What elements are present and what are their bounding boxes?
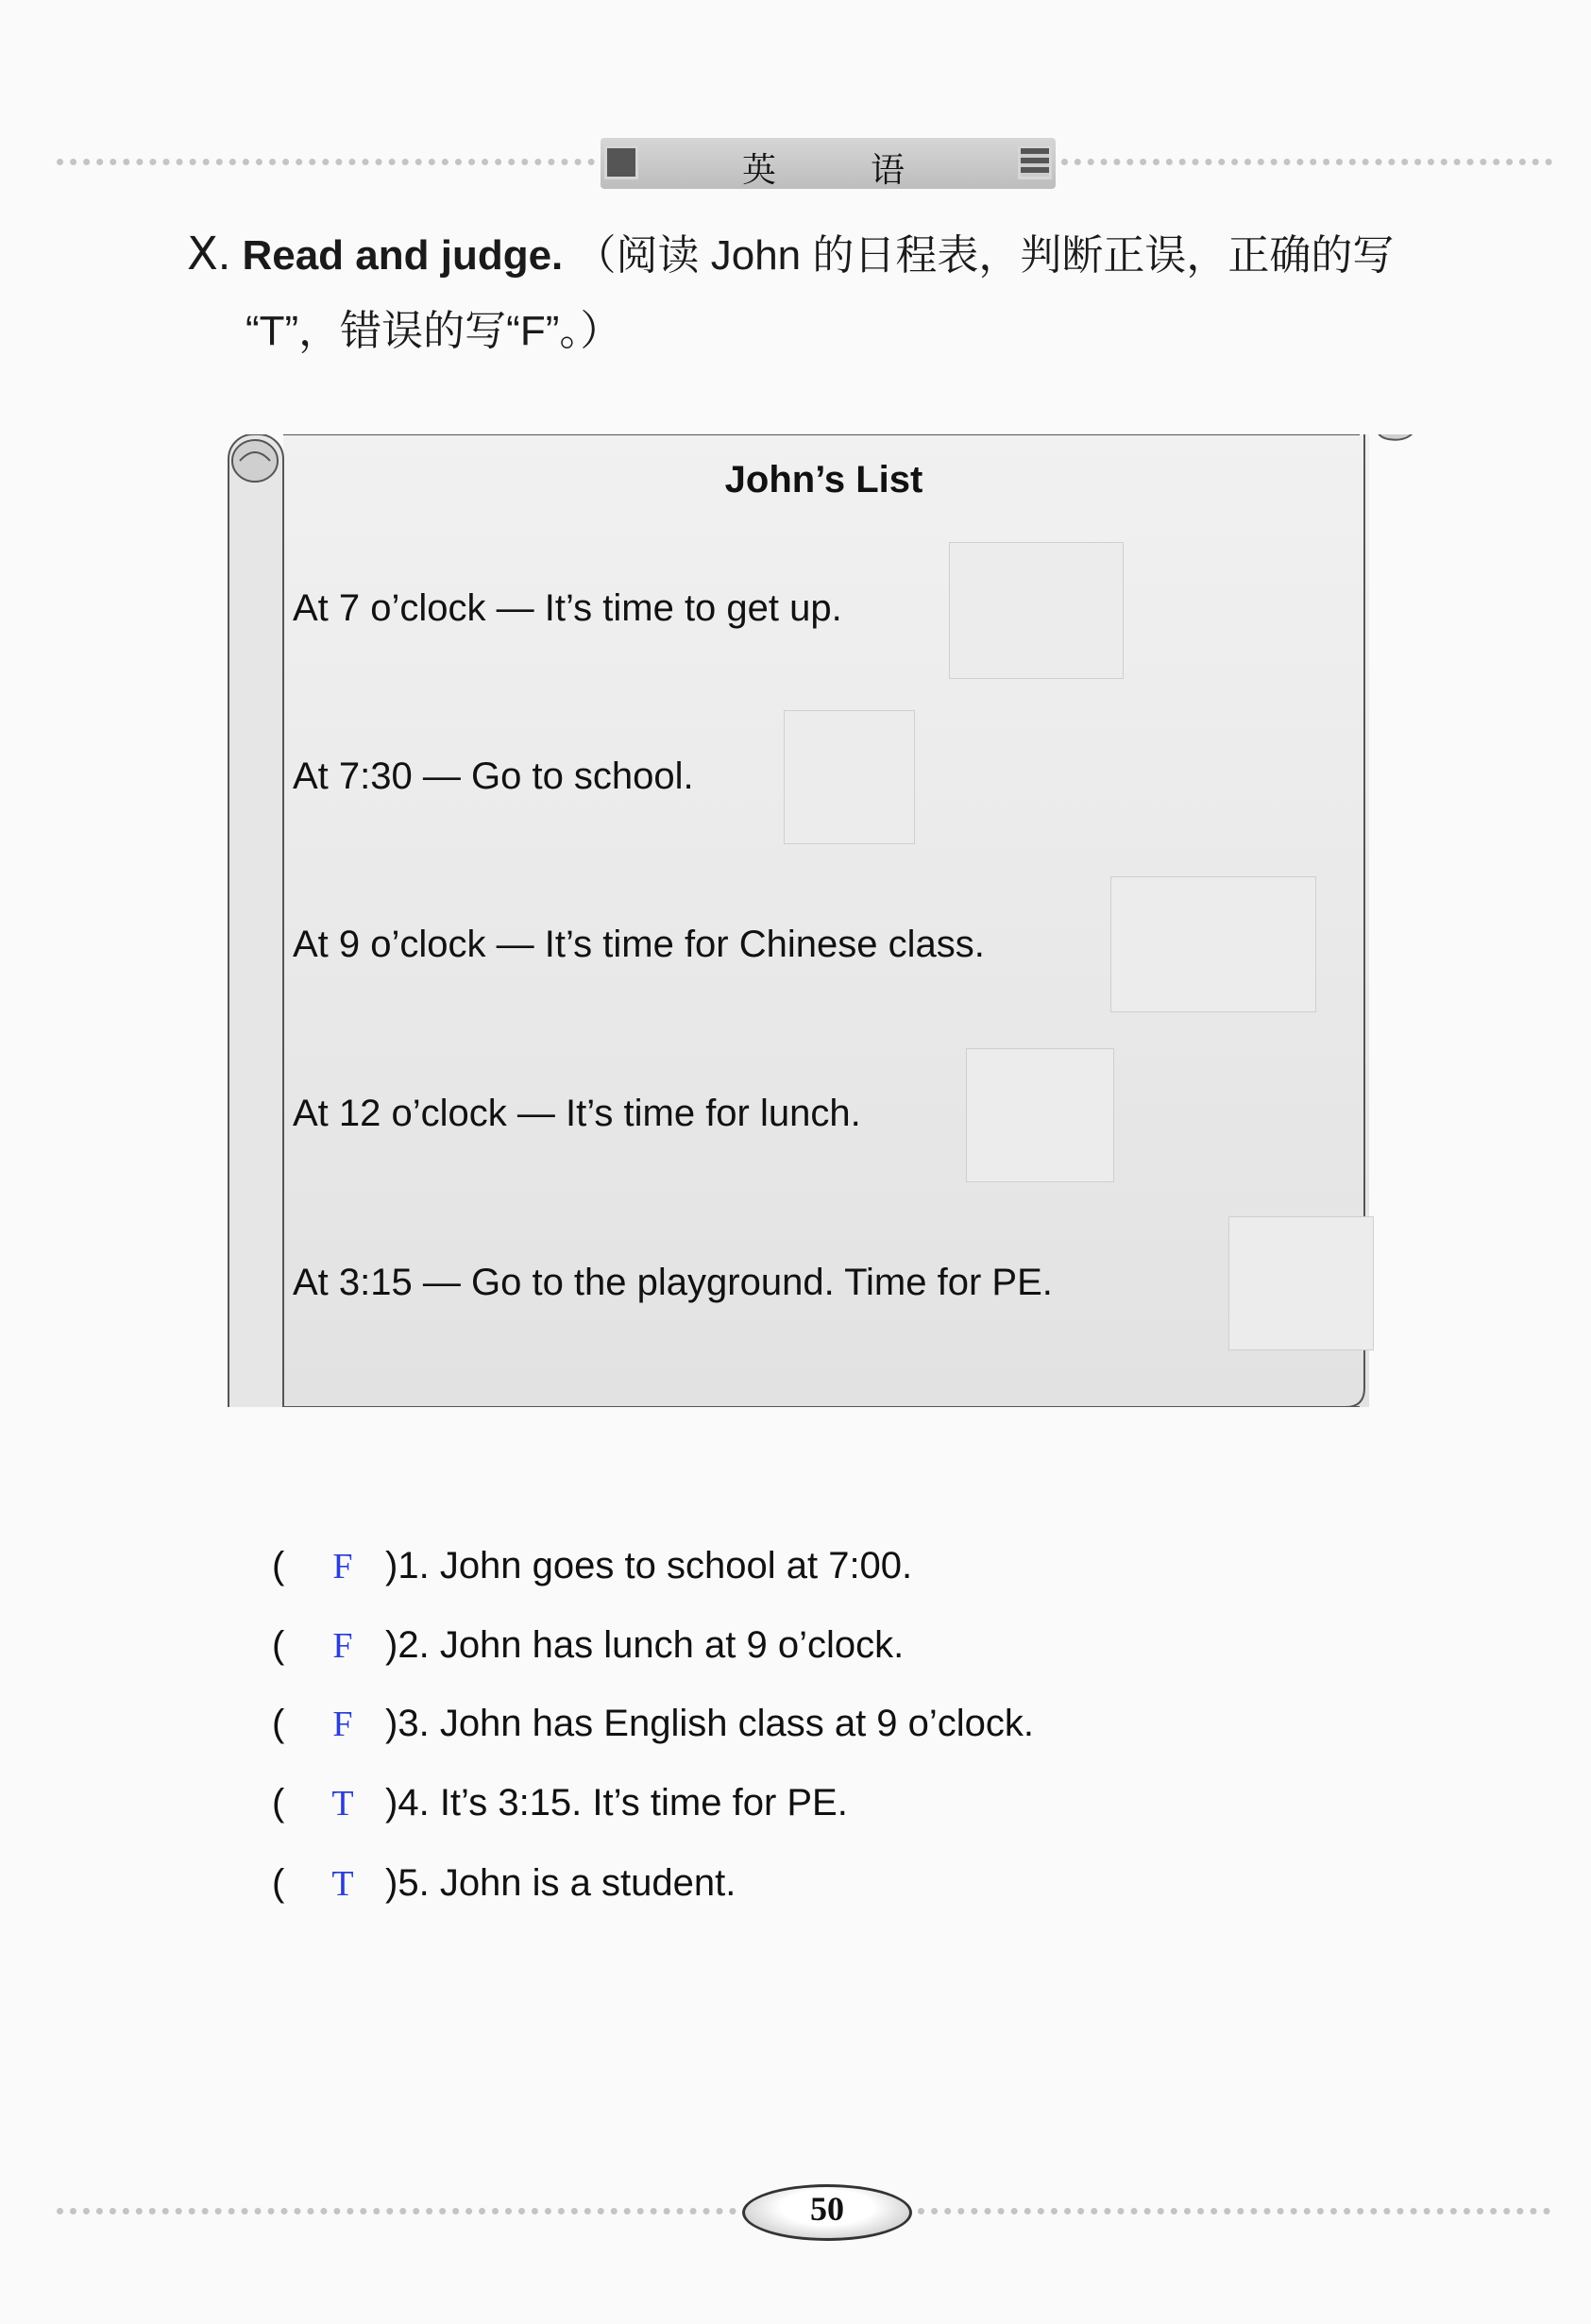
paren-open: ( — [272, 1782, 285, 1824]
judgement-text-5: John is a student. — [439, 1862, 736, 1904]
question-instruction-1: （阅读 John 的日程表，判断正误，正确的写 — [574, 232, 1395, 279]
list-entry-3: At 9 o’clock — It’s time for Chinese class. — [293, 924, 985, 965]
boy-waking-up-picture — [949, 542, 1124, 679]
question-heading — [187, 217, 1509, 369]
paren-close: ) — [385, 1862, 398, 1904]
judgement-text-1: John goes to school at 7:00. — [439, 1545, 913, 1586]
judgement-row-3 — [272, 1703, 1034, 1745]
answer-4[interactable]: T — [331, 1784, 354, 1824]
header-dots-right — [1061, 159, 1552, 165]
chinese-class-picture — [1110, 876, 1316, 1012]
question-number: Ⅹ. — [187, 229, 231, 280]
footer-dots-right — [918, 2208, 1550, 2214]
judgement-number-4: 4. — [398, 1782, 430, 1824]
list-entry-1: At 7 o’clock — It’s time to get up. — [293, 587, 842, 629]
list-entry-5: At 3:15 — Go to the playground. Time for PE. — [293, 1262, 1053, 1303]
scroll-roll-left — [228, 434, 283, 1407]
paren-close: ) — [385, 1703, 398, 1744]
judgement-text-2: John has lunch at 9 o’clock. — [439, 1624, 905, 1666]
header-dots-left — [57, 159, 595, 165]
judgement-text-4: It’s 3:15. It’s time for PE. — [439, 1782, 848, 1824]
subject-char-1: 英 — [742, 151, 777, 190]
page-number: 50 — [810, 2190, 844, 2228]
judgement-text-3: John has English class at 9 o’clock. — [439, 1703, 1035, 1744]
judgement-number-3: 3. — [398, 1703, 430, 1744]
question-instruction-2: “T”，错误的写“F”。） — [245, 308, 622, 354]
lunch-picture — [966, 1048, 1114, 1182]
question-title: Read and judge. — [242, 232, 564, 279]
stripes-icon — [1018, 145, 1052, 179]
paren-open: ( — [272, 1862, 285, 1904]
list-entry-4: At 12 o’clock — It’s time for lunch. — [293, 1093, 861, 1134]
answer-5[interactable]: T — [331, 1864, 354, 1904]
answer-2[interactable]: F — [332, 1626, 353, 1666]
playground-pe-picture — [1228, 1216, 1374, 1350]
paren-close: ) — [385, 1545, 398, 1586]
paren-open: ( — [272, 1703, 285, 1744]
answer-1[interactable]: F — [332, 1547, 353, 1586]
judgement-row-5 — [272, 1862, 736, 1905]
paren-open: ( — [272, 1545, 285, 1586]
subject-char-2: 语 — [871, 151, 906, 190]
judgement-number-2: 2. — [398, 1624, 430, 1666]
judgement-row-1 — [272, 1545, 912, 1587]
footer-dots-left — [57, 2208, 736, 2214]
judgement-row-2 — [272, 1624, 904, 1667]
paren-open: ( — [272, 1624, 285, 1666]
judgement-row-4 — [272, 1782, 848, 1824]
answer-3[interactable]: F — [332, 1705, 353, 1744]
boy-walking-to-school-picture — [784, 710, 915, 844]
paren-close: ) — [385, 1624, 398, 1666]
paren-close: ) — [385, 1782, 398, 1824]
judgement-number-5: 5. — [398, 1862, 430, 1904]
list-entry-2: At 7:30 — Go to school. — [293, 755, 694, 797]
judgement-number-1: 1. — [398, 1545, 430, 1586]
subject-band — [601, 138, 1056, 189]
book-icon — [604, 145, 638, 179]
list-title: John’s List — [724, 459, 923, 500]
